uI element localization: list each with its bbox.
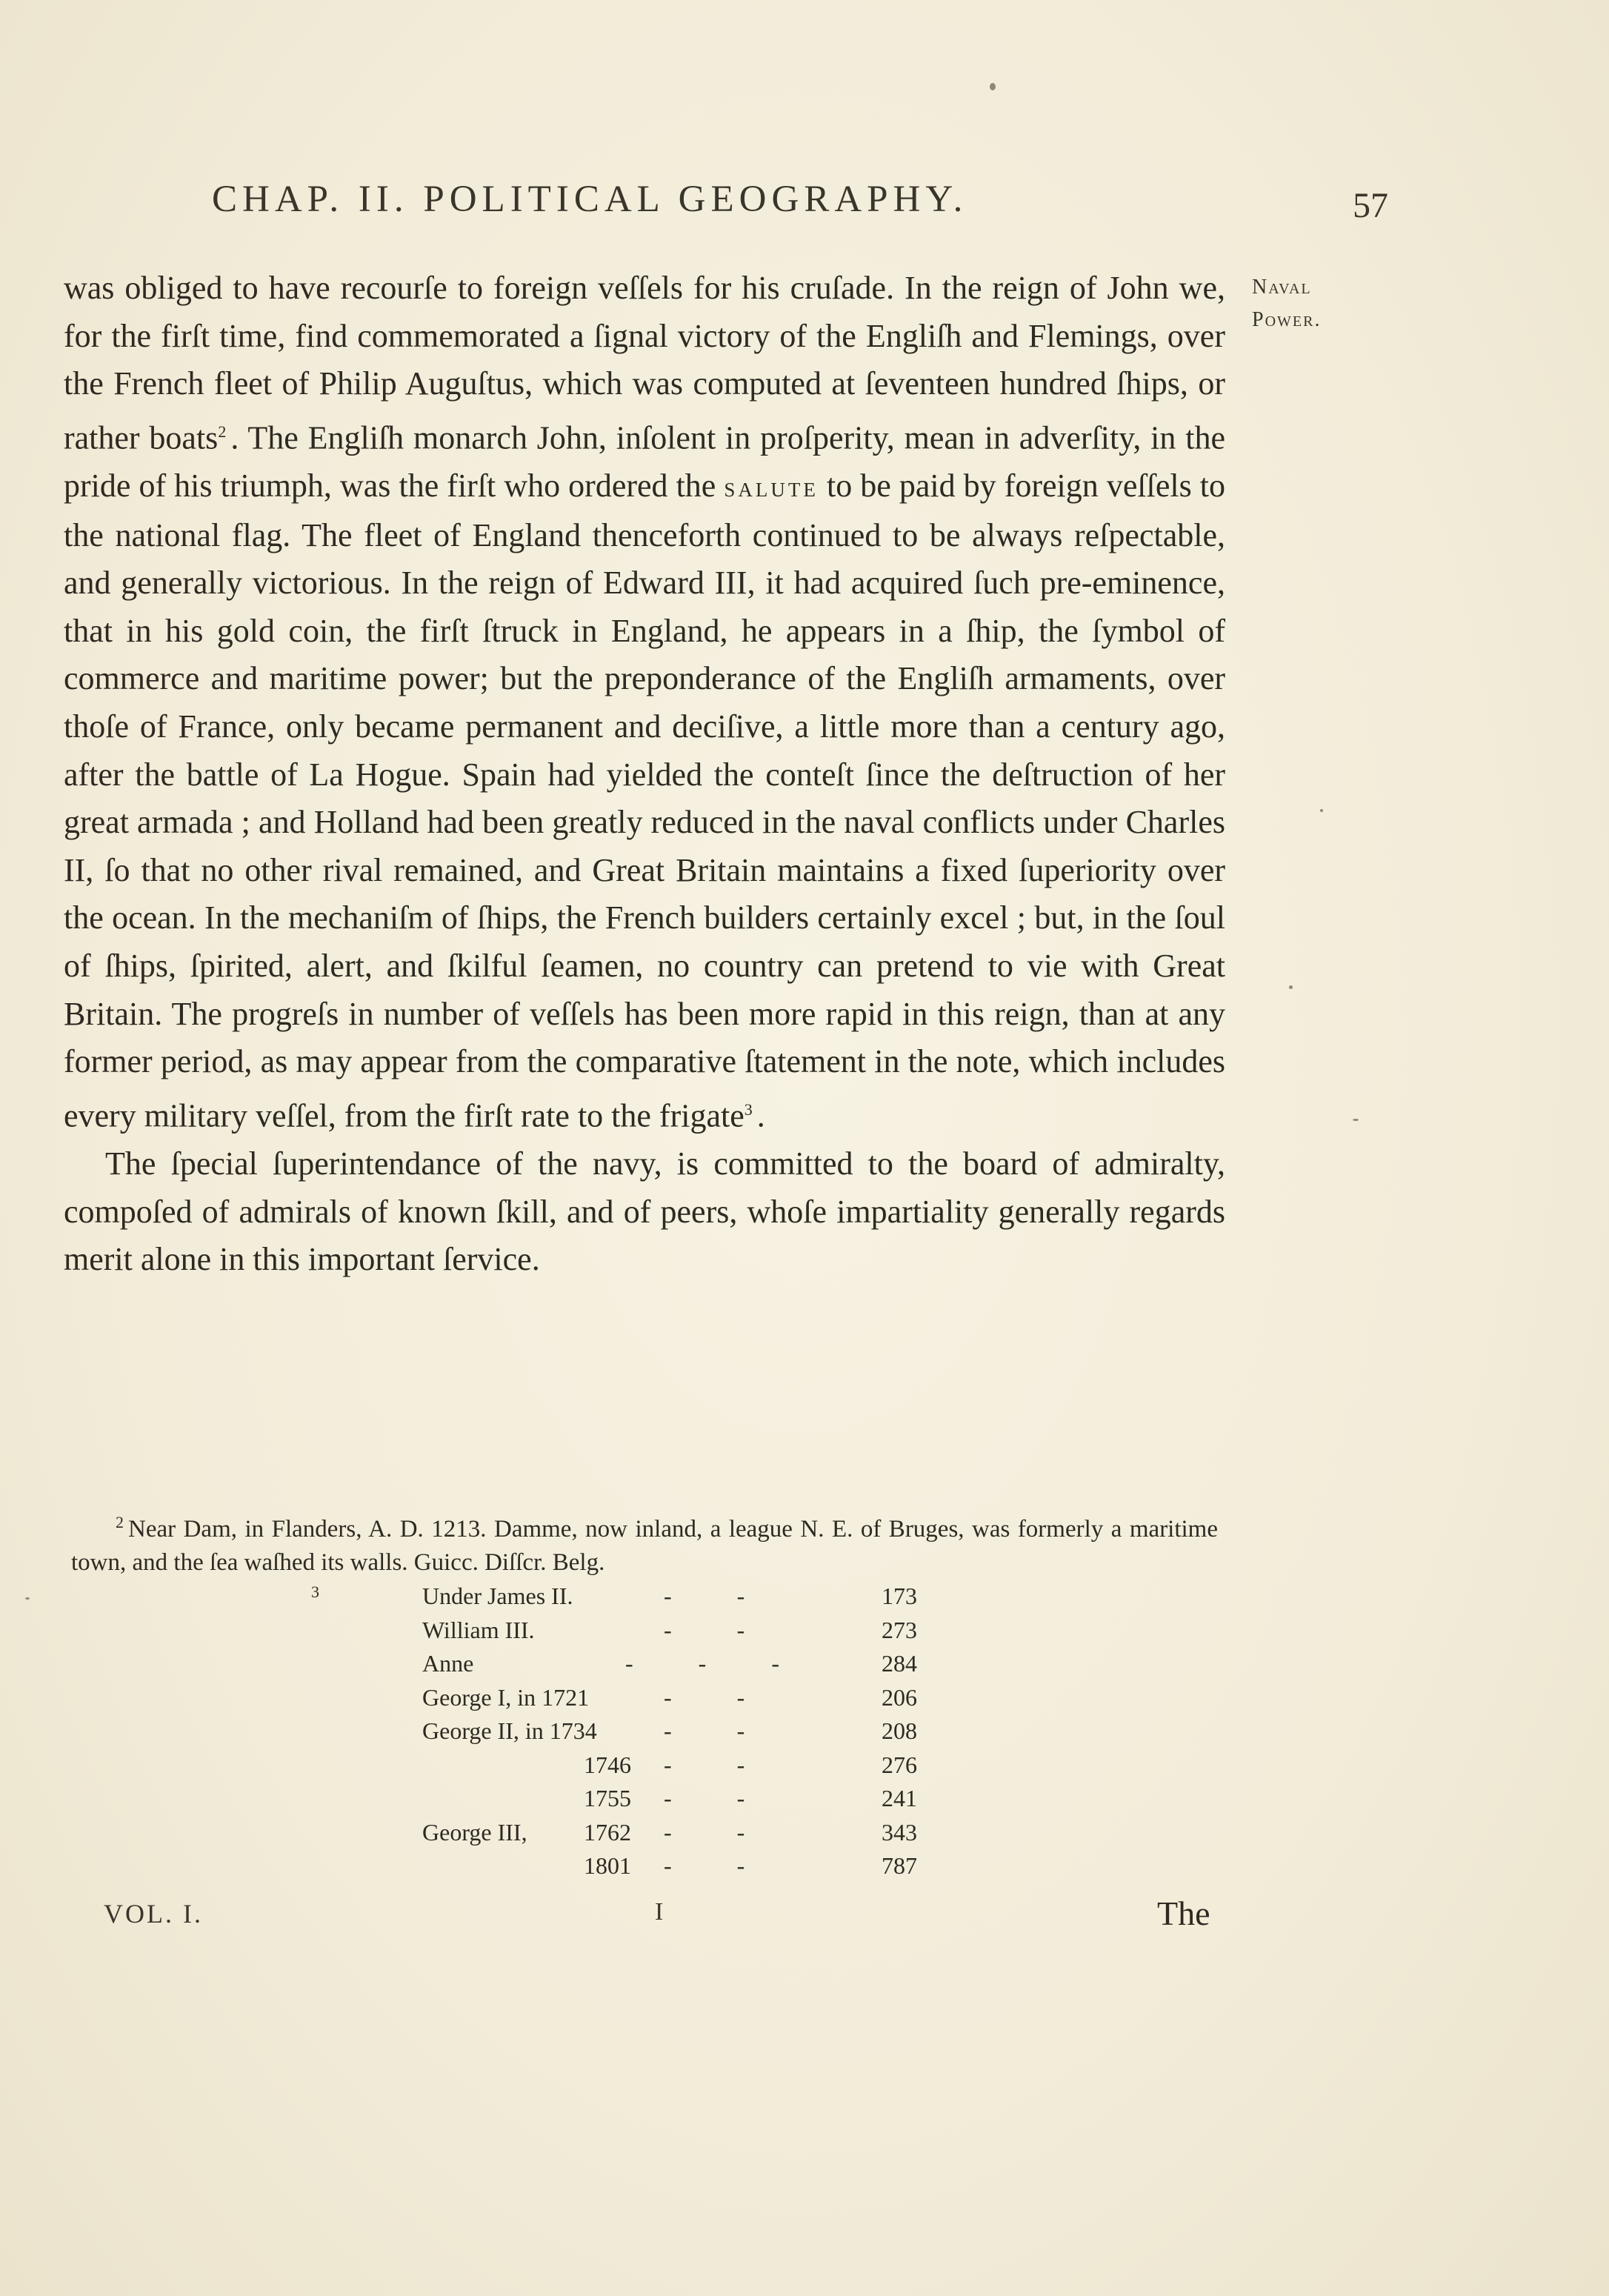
running-title: CHAP. II. POLITICAL GEOGRAPHY. [212,179,968,220]
ink-speck [1289,985,1293,989]
catchword: The [1157,1894,1210,1932]
year-label: 1755 [584,1785,631,1811]
leader-dashes: - - [664,1751,775,1778]
vessel-count: 241 [882,1785,917,1811]
reign-label: George II, in 1734 [422,1717,597,1744]
reign-label: Under James II. [422,1583,573,1609]
marginal-note-line1: Naval [1252,276,1312,299]
paragraph-2: The ſpecial ſuperintendance of the navy, is committed to the board of admiralty, compoſed of admirals of known ſkill, and of peers, whoſe impartiality generally regards merit alone in this important ſervice. [64,1145,1225,1278]
leader-dashes: - - [664,1616,775,1643]
paragraph-1-text-a: was obliged to have recourſe to foreign veſſels for his cruſade. In the reign of John we, for the firſt time, find commemorated a ſignal victory of the Engliſh and Flemings, over the French fleet of Philip Auguſtus, which was computed at ſeventeen hundred ſhips, or rather boats [64,270,1225,456]
leader-dashes: - - [664,1683,775,1711]
vessel-count: 173 [882,1583,917,1609]
year-label: 1762 [584,1818,631,1846]
year-label: 1801 [584,1852,631,1879]
footnote-2-marker: 2 [116,1513,124,1531]
vessel-count: 208 [882,1717,917,1744]
footnote-3-marker: 3 [311,1583,319,1601]
ink-speck [25,1597,30,1600]
vessel-count: 284 [882,1650,917,1677]
gathering-mark: I [655,1898,664,1926]
leader-dashes: - - [664,1785,775,1811]
footnote-2 [71,1505,1218,1580]
leader-dashes: - - [664,1717,775,1744]
salute-smallcaps: salute [724,472,819,504]
reign-label: George III, [422,1818,527,1846]
vessel-count: 343 [882,1818,917,1846]
reign-label: Anne [422,1650,474,1677]
reign-label: George I, in 1721 [422,1683,590,1711]
marginal-note [1252,271,1378,336]
vessel-count: 273 [882,1616,917,1643]
leader-dashes: - - [664,1583,775,1609]
footnote-ref-2: 2 [218,422,227,441]
leader-dashes: - - [664,1852,775,1879]
vessel-count: 787 [882,1852,917,1879]
paragraph-1-text-b: . The Engliſh monarch John, inſolent in proſperity, mean in adverſity, in the pride of his triumph, was the firſt who ordered the [64,419,1225,505]
paragraph-1 [64,264,1225,1140]
vessel-count: 206 [882,1683,917,1711]
ink-speck [990,83,996,90]
footnote-2-text: Near Dam, in Flanders, A. D. 1213. Damme, now inland, a league N. E. of Bruges, was formerly a maritime town, and the ſea waſhed its walls. Guicc. Diſſcr. Belg. [71,1516,1218,1576]
year-label: 1746 [584,1751,631,1778]
footnotes [71,1505,1218,1580]
signature-mark: VOL. I. [104,1899,203,1929]
ink-speck [1320,809,1323,812]
paragraph-1-text-c: to be paid by foreign veſſels to the national flag. The fleet of England thenceforth continued to be always reſpectable, and generally victorious. In the reign of Edward III, it had acquired ſuch pre-eminence, that in his gold coin, the firſt ſtruck in England, he appears in a ſhip, the ſymbol of commerce and maritime power; but the preponderance of the Engliſh armaments, over thoſe of France, only became permanent and deciſive, a little more than a century ago, after the battle of La Hogue. Spain had yielded the conteſt ſince the deſtruction of her great armada ; and Holland had been greatly reduced in the naval conflicts under Charles II, ſo that no other rival remained, and Great Britain maintains a fixed ſuperiority over the ocean. In the mechaniſm of ſhips, the French builders certainly excel ; but, in the ſoul of ſhips, ſpirited, alert, and ſkilful ſeamen, no country can pretend to vie with Great Britain. The progreſs in number of veſſels has been more rapid in this reign, than at any former period, as may appear from the comparative ſtatement in the note, which includes every military veſſel, from the firſt rate to the frigate [64,467,1225,1134]
marginal-note-line2: Power. [1252,308,1322,331]
paragraph-1-end: . [756,1097,765,1134]
ink-speck [1353,1119,1359,1121]
leader-dashes: - - [664,1818,775,1846]
vessel-count: 276 [882,1751,917,1778]
main-text [64,264,1225,1284]
footnote-ref-3: 3 [744,1099,753,1119]
page-number: 57 [1353,186,1388,225]
reign-label: William III. [422,1616,535,1643]
leader-dashes: - - - [625,1650,809,1677]
